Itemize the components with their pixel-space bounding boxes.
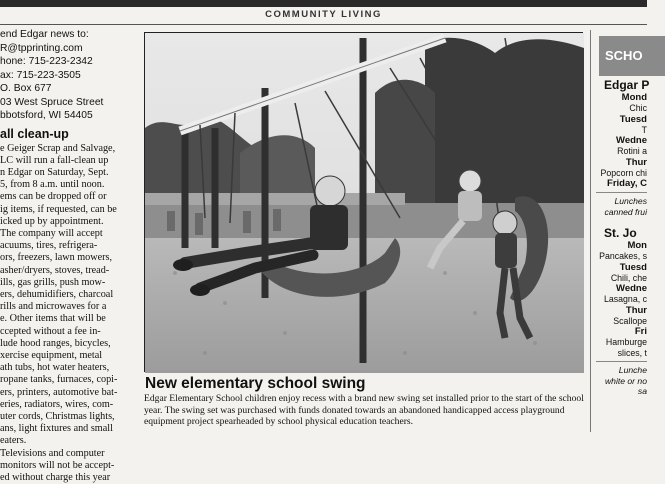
menu-note-line: canned frui bbox=[596, 207, 647, 218]
left-column bbox=[0, 28, 136, 432]
photo-caption-text: Edgar Elementary School children enjoy recess with a brand new swing set installed prior to the start of the school year. The swing set was purchased with funds donated towards an abandoned handicapped access playground equipment project spearheaded by school physical education teachers. bbox=[144, 393, 590, 428]
cleanup-headline: all clean-up bbox=[0, 127, 136, 142]
cleanup-article-body: e Geiger Scrap and Salvage, LC will run a fall-clean up n Edgar on Saturday, Sept. 5, from 8 a.m. until noon. ems can be dropped off or ig items, if requested, can be icked up by appointment. The company will accept acuums, tires, refrigera- ors, freezers, lawn mowers, asher/dryers, stoves, tread- ills, gas grills, push mow- ers, dehumidifiers, charcoal rills and microwaves for a e. Other items that will be ccepted without a fee in- lude hood ranges, bicycles, xercise equipment, metal ath tubs, hot water heaters, ropane tanks, furnaces, copi- ers, printers, automotive bat- eries, radiators, wires, com- uter cords, Christmas lights, ans, light fixtures and small eaters. Televisions and computer monitors will not be accept- ed without charge this year bbox=[0, 143, 136, 484]
contact-fax: ax: 715-223-3505 bbox=[0, 69, 136, 83]
menu-note-line: Lunche bbox=[596, 365, 647, 376]
section-title: COMMUNITY LIVING bbox=[0, 9, 647, 20]
menu-item: Hamburge bbox=[596, 337, 647, 348]
contact-city: bbotsford, WI 54405 bbox=[0, 109, 136, 123]
menu-item: Pancakes, s bbox=[596, 251, 647, 262]
contact-line: end Edgar news to: bbox=[0, 28, 136, 42]
menu-separator bbox=[596, 192, 647, 193]
menu-item: Popcorn chi bbox=[596, 168, 647, 179]
contact-street: 03 West Spruce Street bbox=[0, 96, 136, 110]
menu-day: Tuesd bbox=[596, 114, 647, 125]
swing-photo bbox=[144, 32, 583, 372]
lunch-menu-header: SCHO bbox=[599, 36, 665, 76]
top-banner-strip bbox=[0, 0, 647, 7]
menu-day: Thur bbox=[596, 305, 647, 316]
menu-day: Wedne bbox=[596, 283, 647, 294]
menu-day: Thur bbox=[596, 157, 647, 168]
menu-day: Wedne bbox=[596, 135, 647, 146]
edgar-menu-note bbox=[596, 196, 647, 217]
stjohn-menu-note bbox=[596, 365, 647, 397]
lunch-menu-column bbox=[596, 32, 647, 432]
column-divider bbox=[590, 30, 591, 432]
contact-po-box: O. Box 677 bbox=[0, 82, 136, 96]
menu-day: Mond bbox=[596, 92, 647, 103]
menu-item: Rotini a bbox=[596, 146, 647, 157]
menu-day: Friday, C bbox=[596, 178, 647, 189]
edgar-menu bbox=[596, 78, 647, 217]
menu-item: Scallope bbox=[596, 316, 647, 327]
menu-note-line: Lunches bbox=[596, 196, 647, 207]
edgar-menu-lines bbox=[596, 92, 647, 189]
contact-phone: hone: 715-223-2342 bbox=[0, 55, 136, 69]
photo-caption-title: New elementary school swing bbox=[145, 375, 366, 393]
menu-item: T bbox=[596, 125, 647, 136]
swing-photo-illustration bbox=[145, 33, 584, 373]
menu-note-line: sa bbox=[596, 386, 647, 397]
menu-note-line: white or no bbox=[596, 376, 647, 387]
menu-item: Chili, che bbox=[596, 273, 647, 284]
stjohn-menu bbox=[596, 226, 647, 397]
school-name: St. Jo bbox=[596, 226, 647, 240]
menu-item: Lasagna, c bbox=[596, 294, 647, 305]
header-rule bbox=[0, 24, 647, 25]
menu-item: slices, t bbox=[596, 348, 647, 359]
menu-item: Chic bbox=[596, 103, 647, 114]
menu-day: Mon bbox=[596, 240, 647, 251]
menu-day: Tuesd bbox=[596, 262, 647, 273]
contact-info bbox=[0, 28, 136, 123]
contact-email[interactable]: R@tpprinting.com bbox=[0, 42, 136, 56]
menu-separator bbox=[596, 361, 647, 362]
school-name: Edgar P bbox=[596, 78, 647, 92]
stjohn-menu-lines bbox=[596, 240, 647, 358]
menu-day: Fri bbox=[596, 326, 647, 337]
